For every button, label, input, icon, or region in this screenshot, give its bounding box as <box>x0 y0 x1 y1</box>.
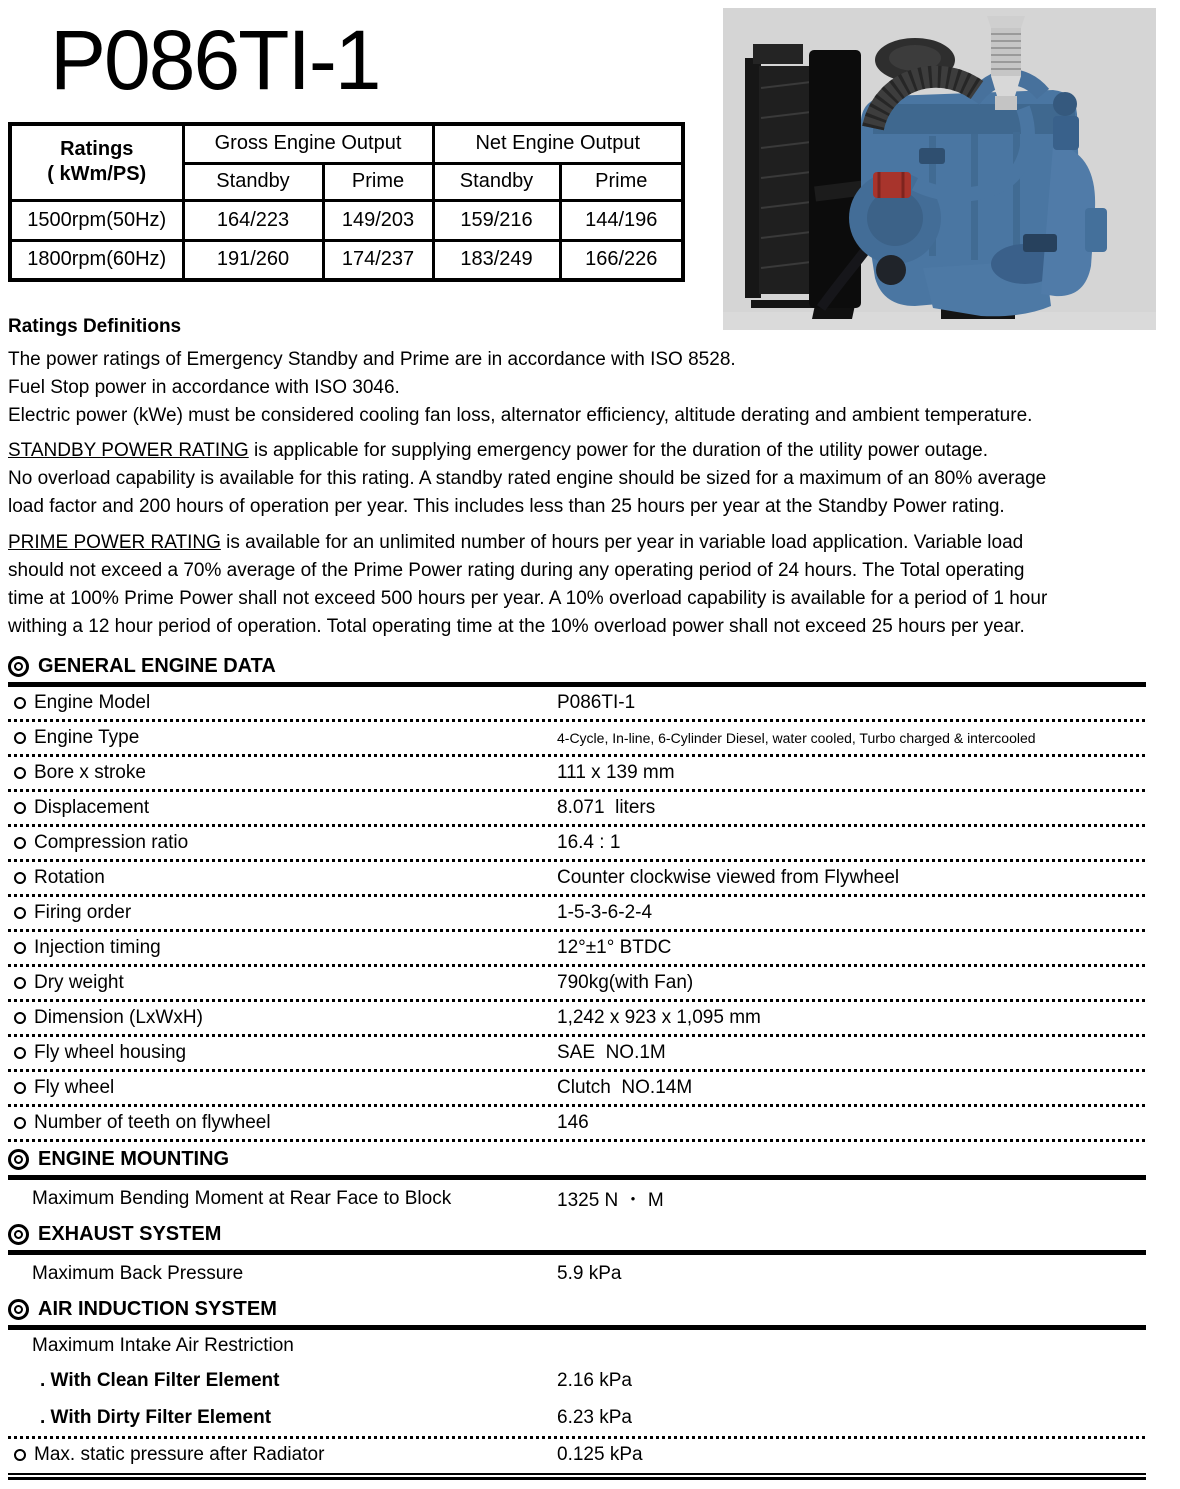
group-header-net: Net Engine Output <box>433 124 683 163</box>
spec-value: 146 <box>557 1112 589 1133</box>
spec-row <box>8 792 1146 824</box>
spec-label <box>8 1188 557 1210</box>
row-bullet-icon <box>14 1012 26 1024</box>
sub-header: Prime <box>560 163 683 200</box>
spec-label-text: Max. static pressure after Radiator <box>34 1444 325 1465</box>
rpm-label: 1800rpm(60Hz) <box>10 240 183 280</box>
spec-value: 0.125 kPa <box>557 1444 643 1465</box>
spec-label <box>8 1407 557 1429</box>
definition-line: Electric power (kWe) must be considered cooling fan loss, alternator efficiency, altitude derating and ambient temperature. <box>8 405 1033 426</box>
rating-value: 164/223 <box>183 200 323 240</box>
spec-value: 1,242 x 923 x 1,095 mm <box>557 1007 761 1028</box>
spec-label <box>8 727 557 749</box>
spec-rows <box>8 1180 1146 1217</box>
spec-value: SAE NO.1M <box>557 1042 666 1063</box>
spec-label <box>8 832 557 854</box>
spec-row <box>8 932 1146 964</box>
rating-value: 183/249 <box>433 240 560 280</box>
spec-label <box>8 797 557 819</box>
spec-label-text: Maximum Bending Moment at Rear Face to Block <box>32 1187 452 1209</box>
paragraph-line: load factor and 200 hours of operation per year. This includes less than 25 hours per year at the Standby Power rating. <box>8 496 1005 517</box>
spec-row <box>8 1180 1146 1217</box>
group-header-gross: Gross Engine Output <box>183 124 433 163</box>
spec-value: 2.16 kPa <box>557 1369 632 1391</box>
sub-header: Standby <box>183 163 323 200</box>
spec-row <box>8 757 1146 789</box>
spec-label <box>8 867 557 889</box>
spec-label <box>8 1444 557 1466</box>
spec-label-text: Number of teeth on flywheel <box>34 1112 271 1133</box>
spec-row <box>8 1439 1146 1471</box>
engine-photo <box>723 8 1156 330</box>
row-bullet-icon <box>14 977 26 989</box>
spec-value: 790kg(with Fan) <box>557 972 694 993</box>
section-header <box>8 651 1146 682</box>
spec-value: 1325 N ・ M <box>557 1190 664 1211</box>
spec-value: 4-Cycle, In-line, 6-Cylinder Diesel, water cooled, Turbo charged & intercooled <box>557 730 1036 746</box>
spec-label-text: . With Dirty Filter Element <box>40 1406 272 1428</box>
spec-label <box>8 1077 557 1099</box>
row-bullet-icon <box>14 942 26 954</box>
spec-row <box>8 1330 1146 1362</box>
paragraph-text: is available for an unlimited number of hours per year in variable load application. Variable load <box>220 532 1024 553</box>
rating-value: 144/196 <box>560 200 683 240</box>
prime-power-paragraph <box>8 529 1146 641</box>
spec-value: P086TI-1 <box>557 692 636 713</box>
section-air-induction-system <box>8 1294 1146 1480</box>
bullseye-icon <box>8 1149 29 1170</box>
spec-label-text: Displacement <box>34 797 150 818</box>
spec-value: Clutch NO.14M <box>557 1077 693 1098</box>
spec-label-text: . With Clean Filter Element <box>40 1369 280 1391</box>
spec-value: 5.9 kPa <box>557 1262 622 1284</box>
paragraph-line: time at 100% Prime Power shall not exceed 500 hours per year. A 10% overload capability is available for a period of 1 hour <box>8 588 1048 609</box>
row-bullet-icon <box>14 697 26 709</box>
table-row <box>10 240 683 280</box>
spec-label-text: Fly wheel <box>34 1077 115 1098</box>
crank-pulley <box>876 255 906 285</box>
standby-power-paragraph <box>8 437 1146 521</box>
spec-label-text: Dry weight <box>34 972 124 993</box>
sub-header: Standby <box>433 163 560 200</box>
ratings-corner-line1: Ratings <box>60 138 134 161</box>
spec-row <box>8 897 1146 929</box>
row-bullet-icon <box>14 767 26 779</box>
section-header <box>8 1294 1146 1325</box>
definition-line: The power ratings of Emergency Standby and Prime are in accordance with ISO 8528. <box>8 349 736 370</box>
spec-label-text: Bore x stroke <box>34 762 146 783</box>
spec-label-text: Injection timing <box>34 937 161 958</box>
spec-label <box>8 1263 557 1285</box>
document-body <box>8 316 1146 1480</box>
spec-row <box>8 827 1146 859</box>
table-row <box>10 200 683 240</box>
section-heading: GENERAL ENGINE DATA <box>38 655 276 677</box>
spec-label-text: Firing order <box>34 902 132 923</box>
spec-label <box>8 972 557 994</box>
spec-row <box>8 1037 1146 1069</box>
row-bullet-icon <box>14 732 26 744</box>
spec-label-text: Dimension (LxWxH) <box>34 1007 203 1028</box>
spec-row <box>8 1107 1146 1139</box>
spec-value: Counter clockwise viewed from Flywheel <box>557 867 900 888</box>
sub-header: Prime <box>323 163 433 200</box>
spec-row <box>8 1072 1146 1104</box>
spec-label-text: Compression ratio <box>34 832 189 853</box>
spec-row <box>8 1002 1146 1034</box>
spec-label-text: Engine Model <box>34 692 151 713</box>
bullseye-icon <box>8 1224 29 1245</box>
paragraph-text: is applicable for supplying emergency power for the duration of the utility power outage. <box>248 440 989 461</box>
row-bullet-icon <box>14 1117 26 1129</box>
spec-rows <box>8 1330 1146 1480</box>
spec-label-text: Rotation <box>34 867 105 888</box>
double-rule <box>8 1473 1146 1480</box>
spec-label <box>8 762 557 784</box>
spec-label-text: Maximum Intake Air Restriction <box>32 1335 294 1356</box>
rating-value: 159/216 <box>433 200 560 240</box>
dotted-divider <box>8 1139 1146 1142</box>
row-bullet-icon <box>14 1047 26 1059</box>
row-bullet-icon <box>14 837 26 849</box>
prime-rating-lead: PRIME POWER RATING <box>8 532 221 553</box>
spec-value: 12°±1° BTDC <box>557 937 672 958</box>
definition-line: Fuel Stop power in accordance with ISO 3046. <box>8 377 400 398</box>
bullseye-icon <box>8 1299 29 1320</box>
spec-value: 1-5-3-6-2-4 <box>557 902 653 923</box>
spec-row <box>8 687 1146 719</box>
spec-value: 16.4 : 1 <box>557 832 621 853</box>
spec-value: 8.071 liters <box>557 797 656 818</box>
spec-label-text: Maximum Back Pressure <box>32 1262 244 1284</box>
bullseye-icon <box>8 656 29 677</box>
rpm-label: 1500rpm(50Hz) <box>10 200 183 240</box>
spec-label <box>8 1335 557 1357</box>
paragraph-line <box>8 529 1146 557</box>
spec-value: 6.23 kPa <box>557 1406 632 1428</box>
spec-row <box>8 1255 1146 1292</box>
radiator <box>745 44 873 308</box>
engine-photo-illustration <box>723 8 1156 330</box>
spec-label-text: Engine Type <box>34 727 140 748</box>
paragraph-line <box>8 437 1146 465</box>
spec-rows <box>8 1255 1146 1292</box>
paragraph-line: should not exceed a 70% average of the Prime Power rating during any operating period of 24 hours. The Total operating <box>8 560 1025 581</box>
ratings-definitions-heading: Ratings Definitions <box>8 316 182 337</box>
rating-value: 191/260 <box>183 240 323 280</box>
standby-rating-lead: STANDBY POWER RATING <box>8 440 249 461</box>
ratings-definitions <box>8 346 1146 430</box>
section-heading: ENGINE MOUNTING <box>38 1148 230 1170</box>
spec-label <box>8 1112 557 1134</box>
spec-row <box>8 862 1146 894</box>
section-heading: EXHAUST SYSTEM <box>38 1223 222 1245</box>
rating-value: 174/237 <box>323 240 433 280</box>
spec-label <box>8 902 557 924</box>
rating-value: 166/226 <box>560 240 683 280</box>
spec-row <box>8 1362 1146 1399</box>
spec-row <box>8 1399 1146 1436</box>
row-bullet-icon <box>14 872 26 884</box>
spec-label <box>8 1370 557 1392</box>
spec-label-text: Fly wheel housing <box>34 1042 187 1063</box>
spec-label <box>8 692 557 714</box>
section-general-engine-data <box>8 651 1146 1142</box>
spec-row <box>8 722 1146 754</box>
engine-base-foot <box>751 300 817 308</box>
section-exhaust-system <box>8 1219 1146 1292</box>
row-bullet-icon <box>14 1449 26 1461</box>
row-bullet-icon <box>14 802 26 814</box>
spec-label <box>8 1042 557 1064</box>
paragraph-line: withing a 12 hour period of operation. Total operating time at the 10% overload power shall not exceed 25 hours per year. <box>8 616 1025 637</box>
section-header <box>8 1144 1146 1175</box>
spec-label <box>8 937 557 959</box>
section-heading: AIR INDUCTION SYSTEM <box>38 1298 277 1320</box>
row-bullet-icon <box>14 907 26 919</box>
ratings-table <box>8 122 685 282</box>
section-engine-mounting <box>8 1144 1146 1217</box>
ratings-corner-cell <box>10 124 183 200</box>
row-bullet-icon <box>14 1082 26 1094</box>
spec-rows <box>8 687 1146 1142</box>
ratings-corner-line2: ( kWm/PS) <box>47 163 147 186</box>
spec-label <box>8 1007 557 1029</box>
spec-row <box>8 967 1146 999</box>
section-header <box>8 1219 1146 1250</box>
page-title: P086TI-1 <box>50 13 380 107</box>
spec-value: 111 x 139 mm <box>557 762 675 783</box>
paragraph-line: No overload capability is available for this rating. A standby rated engine should be sized for a maximum of an 80% average <box>8 468 1047 489</box>
rating-value: 149/203 <box>323 200 433 240</box>
